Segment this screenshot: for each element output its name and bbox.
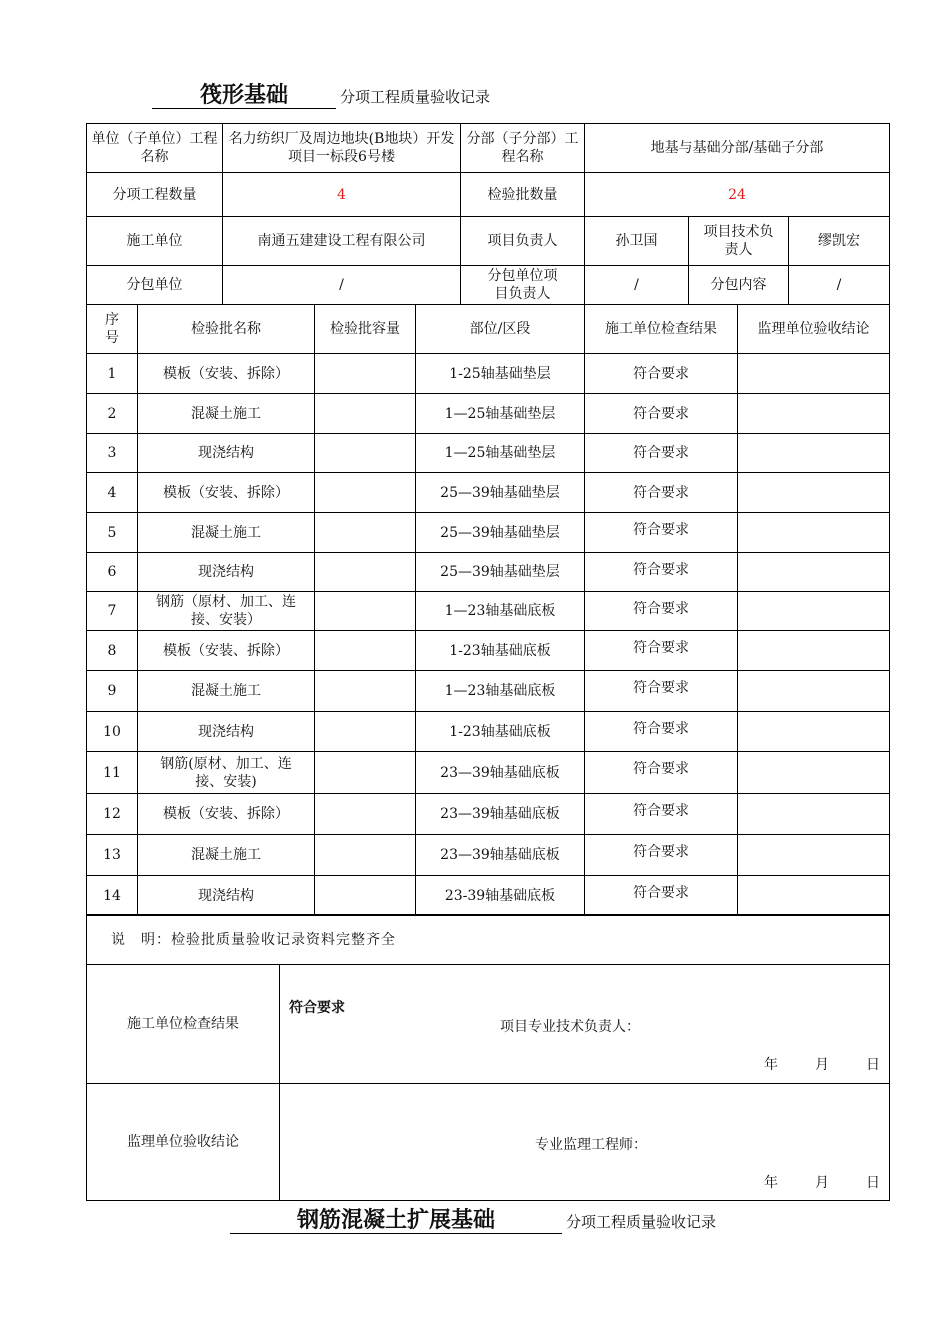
contractor-label: 施工单位: [86, 216, 223, 266]
col-header-conclusion: 监理单位验收结论: [737, 304, 890, 354]
cell-no: 7: [86, 591, 138, 631]
cell-capacity: [314, 552, 416, 592]
cell-result: 符合要求: [584, 875, 738, 916]
col-header-capacity: 检验批容量: [314, 304, 416, 354]
col-header-result: 施工单位检查结果: [584, 304, 738, 354]
cell-capacity: [314, 875, 416, 916]
cell-location: 1—23轴基础底板: [415, 670, 585, 712]
cell-capacity: [314, 353, 416, 394]
cell-location: 1—25轴基础垫层: [415, 433, 585, 473]
cell-no: 4: [86, 472, 138, 513]
tech-value: 缪凯宏: [788, 216, 890, 266]
cell-conclusion: [737, 834, 890, 876]
cell-capacity: [314, 472, 416, 513]
contractor-value: 南通五建建设工程有限公司: [222, 216, 461, 266]
contractor-day: 日: [866, 1057, 880, 1073]
cell-result: 符合要求: [584, 393, 738, 434]
cell-result: 符合要求: [584, 630, 738, 671]
cell-location: 1-23轴基础底板: [415, 711, 585, 752]
batch-count-value: 24: [584, 172, 890, 217]
sub-content-label: 分包内容: [688, 265, 789, 305]
cell-result: 符合要求: [584, 793, 738, 835]
cell-no: 5: [86, 512, 138, 553]
cell-no: 10: [86, 711, 138, 752]
cell-location: 1—25轴基础垫层: [415, 393, 585, 434]
cell-capacity: [314, 793, 416, 835]
cell-conclusion: [737, 630, 890, 671]
cell-result: 符合要求: [584, 711, 738, 752]
division-label: 分部（子分部）工程名称: [460, 123, 585, 173]
cell-name: 模板（安装、拆除）: [137, 630, 315, 671]
title-suffix: 分项工程质量验收记录: [340, 88, 491, 106]
cell-conclusion: [737, 472, 890, 513]
cell-location: 25—39轴基础垫层: [415, 552, 585, 592]
cell-name: 现浇结构: [137, 711, 315, 752]
supervisor-year: 年: [764, 1175, 778, 1191]
cell-no: 13: [86, 834, 138, 876]
cell-location: 23-39轴基础底板: [415, 875, 585, 916]
cell-name: 现浇结构: [137, 433, 315, 473]
supervisor-section-signer: 专业监理工程师：: [535, 1137, 647, 1153]
cell-name: 混凝土施工: [137, 512, 315, 553]
contractor-section-signer: 项目专业技术负责人：: [500, 1019, 640, 1035]
next-title-suffix: 分项工程质量验收记录: [566, 1213, 717, 1231]
cell-location: 23—39轴基础底板: [415, 793, 585, 835]
cell-no: 14: [86, 875, 138, 916]
cell-result: 符合要求: [584, 353, 738, 394]
contractor-month: 月: [815, 1057, 829, 1073]
batch-count-label: 检验批数量: [460, 172, 585, 217]
cell-conclusion: [737, 670, 890, 712]
cell-capacity: [314, 751, 416, 794]
cell-location: 1-23轴基础底板: [415, 630, 585, 671]
unit-value: 名力纺织厂及周边地块(B地块）开发项目一标段6号楼: [222, 123, 461, 173]
cell-result: 符合要求: [584, 512, 738, 553]
cell-capacity: [314, 630, 416, 671]
form-title: [152, 82, 490, 109]
title-main: 筏形基础: [152, 82, 336, 109]
cell-capacity: [314, 512, 416, 553]
cell-capacity: [314, 591, 416, 631]
cell-result: 符合要求: [584, 670, 738, 712]
cell-capacity: [314, 393, 416, 434]
cell-conclusion: [737, 433, 890, 473]
contractor-year: 年: [764, 1057, 778, 1073]
cell-location: 25—39轴基础垫层: [415, 512, 585, 553]
cell-conclusion: [737, 353, 890, 394]
cell-capacity: [314, 834, 416, 876]
cell-name: 模板（安装、拆除）: [137, 793, 315, 835]
tech-label: 项目技术负责人: [688, 216, 789, 266]
cell-conclusion: [737, 393, 890, 434]
cell-no: 11: [86, 751, 138, 794]
division-value: 地基与基础分部/基础子分部: [584, 123, 890, 173]
cell-conclusion: [737, 591, 890, 631]
cell-conclusion: [737, 751, 890, 794]
cell-name: 混凝土施工: [137, 670, 315, 712]
pm-value: 孙卫国: [584, 216, 689, 266]
cell-name: 钢筋（原材、加工、连接、安装）: [137, 591, 315, 631]
cell-name: 现浇结构: [137, 552, 315, 592]
supervisor-day: 日: [866, 1175, 880, 1191]
sub-label: 分包单位: [86, 265, 223, 305]
cell-name: 现浇结构: [137, 875, 315, 916]
subitem-count-label: 分项工程数量: [86, 172, 223, 217]
next-title-main: 钢筋混凝土扩展基础: [230, 1207, 562, 1234]
contractor-section-label: 施工单位检查结果: [86, 964, 280, 1084]
sub-content-value: /: [788, 265, 890, 305]
cell-conclusion: [737, 875, 890, 916]
cell-result: 符合要求: [584, 751, 738, 794]
cell-capacity: [314, 433, 416, 473]
col-header-location: 部位/区段: [415, 304, 585, 354]
cell-name: 模板（安装、拆除）: [137, 472, 315, 513]
col-header-no: 序号: [86, 304, 138, 354]
note: 说 明：检验批质量验收记录资料完整齐全: [86, 914, 890, 965]
cell-name: 模板（安装、拆除）: [137, 353, 315, 394]
cell-no: 12: [86, 793, 138, 835]
unit-label: 单位（子单位）工程名称: [86, 123, 223, 173]
cell-location: 23—39轴基础底板: [415, 834, 585, 876]
cell-no: 8: [86, 630, 138, 671]
pm-label: 项目负责人: [460, 216, 585, 266]
cell-no: 9: [86, 670, 138, 712]
cell-no: 1: [86, 353, 138, 394]
cell-result: 符合要求: [584, 591, 738, 631]
cell-conclusion: [737, 512, 890, 553]
col-header-name: 检验批名称: [137, 304, 315, 354]
cell-location: 1-25轴基础垫层: [415, 353, 585, 394]
cell-capacity: [314, 670, 416, 712]
sub-pm-value: /: [584, 265, 689, 305]
cell-no: 2: [86, 393, 138, 434]
cell-result: 符合要求: [584, 552, 738, 592]
subitem-count-value: 4: [222, 172, 461, 217]
cell-location: 23—39轴基础底板: [415, 751, 585, 794]
cell-name: 混凝土施工: [137, 834, 315, 876]
cell-location: 25—39轴基础垫层: [415, 472, 585, 513]
contractor-section-result: 符合要求: [289, 1000, 345, 1016]
supervisor-section-label: 监理单位验收结论: [86, 1083, 280, 1201]
cell-conclusion: [737, 552, 890, 592]
cell-result: 符合要求: [584, 834, 738, 876]
sub-pm-label: 分包单位项目负责人: [460, 265, 585, 305]
sub-value: /: [222, 265, 461, 305]
cell-location: 1—23轴基础底板: [415, 591, 585, 631]
cell-conclusion: [737, 711, 890, 752]
supervisor-month: 月: [815, 1175, 829, 1191]
cell-conclusion: [737, 793, 890, 835]
cell-name: 钢筋(原材、加工、连接、安装): [137, 751, 315, 794]
next-form-title: [230, 1207, 716, 1234]
cell-no: 3: [86, 433, 138, 473]
cell-capacity: [314, 711, 416, 752]
cell-no: 6: [86, 552, 138, 592]
cell-name: 混凝土施工: [137, 393, 315, 434]
cell-result: 符合要求: [584, 433, 738, 473]
cell-result: 符合要求: [584, 472, 738, 513]
